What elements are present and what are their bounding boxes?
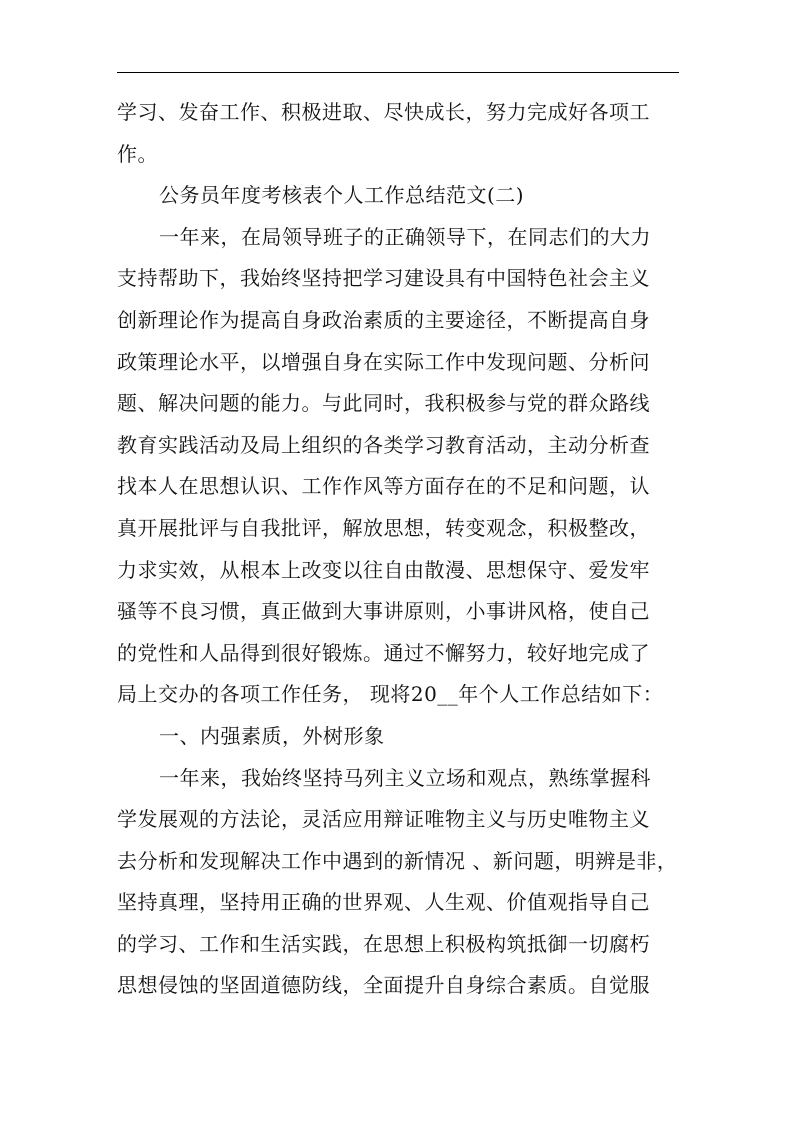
text-line: 学发展观的方法论，灵活应用辩证唯物主义与历史唯物主义 bbox=[117, 807, 650, 832]
text-line: 创新理论作为提高自身政治素质的主要途径，不断提高自身 bbox=[117, 307, 650, 332]
text-line: 教育实践活动及局上组织的各类学习教育活动，主动分析查 bbox=[117, 432, 650, 457]
text-line: 骚等不良习惯，真正做到大事讲原则，小事讲风格，使自己 bbox=[117, 599, 650, 624]
text-line: 学习、发奋工作、积极进取、尽快成长，努力完成好各项工 bbox=[117, 100, 650, 124]
text-line: 政策理论水平，以增强自身在实际工作中发现问题、分析问 bbox=[117, 349, 650, 374]
text-line: 思想侵蚀的坚固道德防线，全面提升自身综合素质。自觉服 bbox=[117, 973, 650, 998]
text-line: 一年来，在局领导班子的正确领导下，在同志们的大力 bbox=[159, 224, 651, 249]
text-line: 力求实效，从根本上改变以往自由散漫、思想保守、爱发牢 bbox=[117, 557, 650, 582]
text-line: 的学习、工作和生活实践，在思想上积极构筑抵御一切腐朽 bbox=[117, 931, 650, 956]
text-line: 一年来，我始终坚持马列主义立场和观点，熟练掌握科 bbox=[159, 765, 651, 790]
text-line: 去分析和发现解决工作中遇到的新情况 、新问题，明辨是非， bbox=[117, 848, 678, 873]
text-line: 支持帮助下，我始终坚持把学习建设具有中国特色社会主义 bbox=[117, 266, 650, 291]
text-line: 作。 bbox=[117, 141, 158, 166]
text-line: 局上交办的各项工作任务， 现将20__年个人工作总结如下： bbox=[117, 682, 664, 707]
section-title: 公务员年度考核表个人工作总结范文(二) bbox=[159, 183, 525, 208]
section-heading: 一、内强素质，外树形象 bbox=[159, 723, 385, 748]
header-rule bbox=[117, 72, 679, 73]
text-line: 找本人在思想认识、工作作风等方面存在的不足和问题，认 bbox=[117, 474, 650, 499]
document-body bbox=[117, 92, 682, 1007]
text-line: 题、解决问题的能力。与此同时，我积极参与党的群众路线 bbox=[117, 391, 650, 416]
text-line: 真开展批评与自我批评，解放思想，转变观念，积极整改， bbox=[117, 515, 650, 540]
text-line: 坚持真理，坚持用正确的世界观、人生观、价值观指导自己 bbox=[117, 890, 650, 915]
text-line: 的党性和人品得到很好锻炼。通过不懈努力，较好地完成了 bbox=[117, 640, 650, 665]
